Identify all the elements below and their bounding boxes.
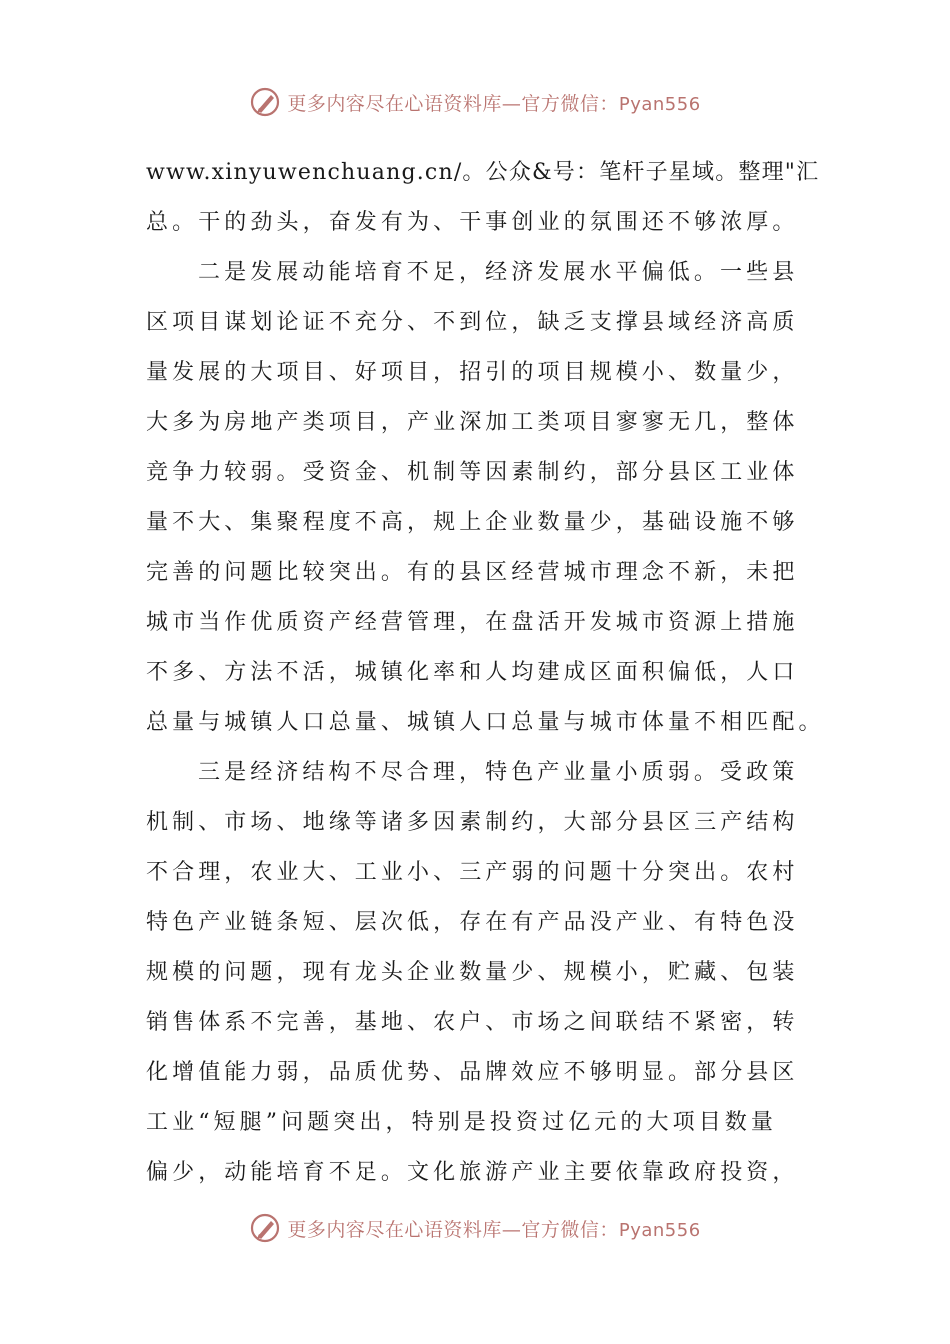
- text-line: 偏少，动能培育不足。文化旅游产业主要依靠政府投资，: [146, 1160, 799, 1185]
- document-body: [146, 148, 825, 1198]
- text-line: 大多为房地产类项目，产业深加工类项目寥寥无几，整体: [146, 410, 799, 435]
- paragraph-start-line: 二是发展动能培育不足，经济发展水平偏低。一些县: [198, 260, 799, 285]
- text-line: www.xinyuwenchuang.cn/。公众&号：笔杆子星域。整理"汇: [146, 160, 820, 185]
- text-line: 总量与城镇人口总量、城镇人口总量与城市体量不相匹配。: [146, 710, 825, 735]
- text-line: 完善的问题比较突出。有的县区经营城市理念不新，未把: [146, 560, 799, 585]
- watermark-text: 更多内容尽在心语资料库—官方微信：Pyan556: [287, 92, 701, 115]
- footer-watermark: [0, 1208, 950, 1248]
- text-line: 不多、方法不活，城镇化率和人均建成区面积偏低，人口: [146, 660, 799, 685]
- paragraph-start-line: 三是经济结构不尽合理，特色产业量小质弱。受政策: [198, 760, 799, 785]
- text-line: 机制、市场、地缘等诸多因素制约，大部分县区三产结构: [146, 810, 799, 835]
- watermark-text: 更多内容尽在心语资料库—官方微信：Pyan556: [287, 1218, 701, 1241]
- header-watermark: [0, 82, 950, 122]
- text-line: 规模的问题，现有龙头企业数量少、规模小，贮藏、包装: [146, 960, 799, 985]
- text-line: 化增值能力弱，品质优势、品牌效应不够明显。部分县区: [146, 1060, 799, 1085]
- text-line: 不合理，农业大、工业小、三产弱的问题十分突出。农村: [146, 860, 799, 885]
- text-line: 量发展的大项目、好项目，招引的项目规模小、数量少，: [146, 360, 799, 385]
- pen-logo-icon: [249, 86, 281, 118]
- text-line: 特色产业链条短、层次低，存在有产品没产业、有特色没: [146, 910, 799, 935]
- text-line: 总。干的劲头，奋发有为、干事创业的氛围还不够浓厚。: [146, 210, 799, 235]
- text-line: 量不大、集聚程度不高，规上企业数量少，基础设施不够: [146, 510, 799, 535]
- text-line: 销售体系不完善，基地、农户、市场之间联结不紧密，转: [146, 1010, 799, 1035]
- text-line: 工业“短腿”问题突出，特别是投资过亿元的大项目数量: [146, 1110, 777, 1135]
- pen-logo-icon: [249, 1212, 281, 1244]
- text-line: 竞争力较弱。受资金、机制等因素制约，部分县区工业体: [146, 460, 799, 485]
- text-line: 区项目谋划论证不充分、不到位，缺乏支撑县域经济高质: [146, 310, 799, 335]
- text-line: 城市当作优质资产经营管理，在盘活开发城市资源上措施: [146, 610, 799, 635]
